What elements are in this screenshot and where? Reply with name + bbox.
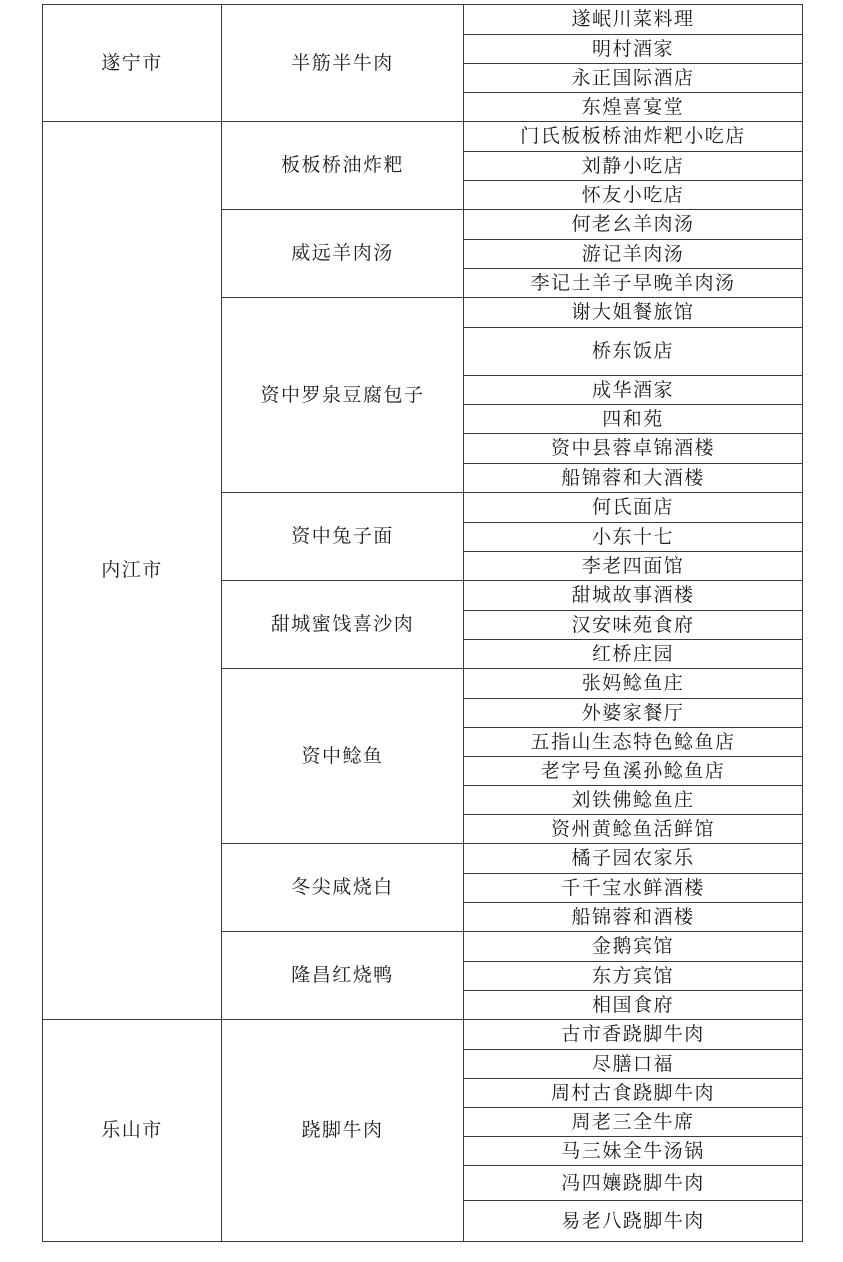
restaurant-cell: 周老三全牛席 — [464, 1108, 803, 1137]
restaurant-cell: 尽膳口福 — [464, 1050, 803, 1079]
restaurant-cell: 桥东饭店 — [464, 328, 803, 376]
city-cell: 遂宁市 — [43, 5, 222, 122]
restaurant-cell: 五指山生态特色鲶鱼店 — [464, 728, 803, 757]
dish-cell: 资中鲶鱼 — [222, 669, 464, 844]
restaurant-cell: 古市香跷脚牛肉 — [464, 1020, 803, 1050]
table-body — [43, 5, 803, 1242]
restaurant-cell: 外婆家餐厅 — [464, 699, 803, 728]
restaurant-cell: 金鹅宾馆 — [464, 932, 803, 962]
dish-cell: 威远羊肉汤 — [222, 210, 464, 298]
restaurant-cell: 冯四孃跷脚牛肉 — [464, 1166, 803, 1201]
city-cell: 内江市 — [43, 122, 222, 1020]
dish-cell: 隆昌红烧鸭 — [222, 932, 464, 1020]
restaurant-cell: 李老四面馆 — [464, 552, 803, 581]
restaurant-cell: 游记羊肉汤 — [464, 240, 803, 269]
dish-cell: 冬尖咸烧白 — [222, 844, 464, 932]
dish-cell: 跷脚牛肉 — [222, 1020, 464, 1242]
restaurant-cell: 东方宾馆 — [464, 962, 803, 991]
restaurant-cell: 怀友小吃店 — [464, 181, 803, 210]
restaurant-cell: 红桥庄园 — [464, 640, 803, 669]
restaurant-cell: 资中县蓉卓锦酒楼 — [464, 434, 803, 464]
restaurant-cell: 船锦蓉和大酒楼 — [464, 464, 803, 493]
restaurant-cell: 橘子园农家乐 — [464, 844, 803, 874]
dish-cell: 资中罗泉豆腐包子 — [222, 298, 464, 493]
restaurant-cell: 千千宝水鲜酒楼 — [464, 874, 803, 903]
restaurant-cell: 刘静小吃店 — [464, 152, 803, 181]
table-row — [43, 122, 803, 152]
restaurant-cell: 马三妹全牛汤锅 — [464, 1137, 803, 1166]
dish-cell: 甜城蜜饯喜沙肉 — [222, 581, 464, 669]
restaurant-cell: 何氏面店 — [464, 493, 803, 523]
restaurant-cell: 门氏板板桥油炸粑小吃店 — [464, 122, 803, 152]
restaurant-cell: 明村酒家 — [464, 35, 803, 64]
restaurant-cell: 东煌喜宴堂 — [464, 93, 803, 122]
restaurant-cell: 周村古食跷脚牛肉 — [464, 1079, 803, 1108]
restaurant-cell: 张妈鲶鱼庄 — [464, 669, 803, 699]
table-row — [43, 1020, 803, 1050]
restaurant-cell: 易老八跷脚牛肉 — [464, 1201, 803, 1242]
restaurant-cell: 甜城故事酒楼 — [464, 581, 803, 611]
restaurant-cell: 资州黄鲶鱼活鲜馆 — [464, 815, 803, 844]
restaurant-cell: 遂岷川菜料理 — [464, 5, 803, 35]
restaurant-cell: 李记土羊子早晚羊肉汤 — [464, 269, 803, 298]
dish-restaurant-table-container — [42, 4, 803, 1242]
restaurant-cell: 四和苑 — [464, 405, 803, 434]
dish-cell: 半筋半牛肉 — [222, 5, 464, 122]
restaurant-cell: 船锦蓉和酒楼 — [464, 903, 803, 932]
dish-restaurant-table — [42, 4, 803, 1242]
restaurant-cell: 汉安味苑食府 — [464, 611, 803, 640]
city-cell: 乐山市 — [43, 1020, 222, 1242]
restaurant-cell: 谢大姐餐旅馆 — [464, 298, 803, 328]
restaurant-cell: 永正国际酒店 — [464, 64, 803, 93]
restaurant-cell: 老字号鱼溪孙鲶鱼店 — [464, 757, 803, 786]
restaurant-cell: 小东十七 — [464, 523, 803, 552]
dish-cell: 资中兔子面 — [222, 493, 464, 581]
table-row — [43, 5, 803, 35]
restaurant-cell: 何老幺羊肉汤 — [464, 210, 803, 240]
restaurant-cell: 相国食府 — [464, 991, 803, 1020]
restaurant-cell: 刘铁佛鲶鱼庄 — [464, 786, 803, 815]
restaurant-cell: 成华酒家 — [464, 376, 803, 405]
dish-cell: 板板桥油炸粑 — [222, 122, 464, 210]
